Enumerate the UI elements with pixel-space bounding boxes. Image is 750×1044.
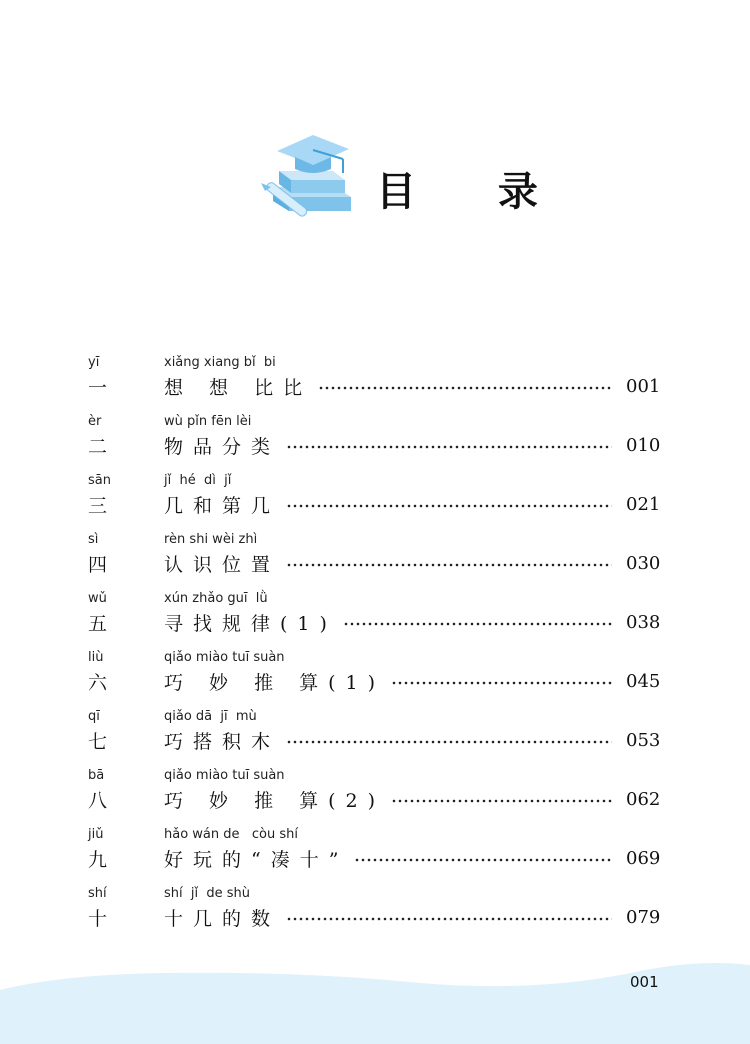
chapter-number: 五 bbox=[88, 613, 108, 635]
chapter-title-pinyin: jǐ hé dì jǐ bbox=[164, 473, 232, 488]
chapter-number-pinyin: sān bbox=[88, 473, 111, 488]
chapter-title: 寻找规律(1) bbox=[164, 612, 337, 635]
toc-header bbox=[0, 120, 750, 230]
toc-entry[interactable] bbox=[0, 414, 750, 472]
chapter-page: 079 bbox=[626, 906, 661, 928]
chapter-title: 物品分类 bbox=[164, 435, 281, 458]
leader-dots bbox=[286, 917, 612, 921]
chapter-number: 四 bbox=[88, 554, 108, 576]
chapter-number-pinyin: bā bbox=[88, 768, 105, 783]
chapter-title-pinyin: rèn shi wèi zhì bbox=[164, 532, 258, 547]
chapter-title-pinyin: qiǎo dā jī mù bbox=[164, 709, 257, 724]
chapter-number-pinyin: yī bbox=[88, 355, 100, 370]
chapter-page: 053 bbox=[626, 729, 661, 751]
chapter-number: 一 bbox=[88, 377, 108, 399]
leader-dots bbox=[391, 681, 612, 685]
toc-entry[interactable] bbox=[0, 532, 750, 590]
chapter-title-pinyin: wù pǐn fēn lèi bbox=[164, 414, 252, 429]
page-title: 目 录 bbox=[376, 169, 572, 215]
chapter-title-pinyin: xiǎng xiang bǐ bi bbox=[164, 355, 276, 370]
chapter-title-pinyin: shí jǐ de shù bbox=[164, 886, 251, 901]
chapter-number: 八 bbox=[88, 790, 108, 812]
chapter-number-pinyin: sì bbox=[88, 532, 99, 547]
chapter-number-pinyin: wǔ bbox=[88, 591, 107, 606]
page-number: 001 bbox=[630, 973, 659, 991]
chapter-title: 巧 妙 推 算(1) bbox=[164, 671, 386, 694]
chapter-title-pinyin: hǎo wán de còu shí bbox=[164, 827, 299, 842]
chapter-page: 038 bbox=[626, 611, 661, 633]
chapter-page: 030 bbox=[626, 552, 661, 574]
leader-dots bbox=[318, 386, 612, 390]
leader-dots bbox=[343, 622, 612, 626]
toc-entry[interactable] bbox=[0, 591, 750, 649]
toc-entry[interactable] bbox=[0, 886, 750, 944]
chapter-title: 巧搭积木 bbox=[164, 730, 281, 753]
chapter-title: 十几的数 bbox=[164, 907, 281, 930]
toc-entry[interactable] bbox=[0, 650, 750, 708]
chapter-number-pinyin: qī bbox=[88, 709, 100, 724]
chapter-title-pinyin: qiǎo miào tuī suàn bbox=[164, 768, 285, 783]
toc-entry[interactable] bbox=[0, 709, 750, 767]
chapter-page: 001 bbox=[626, 375, 661, 397]
leader-dots bbox=[286, 504, 612, 508]
chapter-number-pinyin: èr bbox=[88, 414, 102, 429]
chapter-number: 六 bbox=[88, 672, 108, 694]
chapter-number: 七 bbox=[88, 731, 108, 753]
toc-entry[interactable] bbox=[0, 355, 750, 413]
chapter-number-pinyin: shí bbox=[88, 886, 107, 901]
toc-entry[interactable] bbox=[0, 473, 750, 531]
chapter-title-pinyin: qiǎo miào tuī suàn bbox=[164, 650, 285, 665]
graduation-cap-books-icon bbox=[255, 125, 365, 230]
chapter-page: 021 bbox=[626, 493, 661, 515]
toc-entry[interactable] bbox=[0, 827, 750, 885]
chapter-number: 三 bbox=[88, 495, 108, 517]
chapter-page: 069 bbox=[626, 847, 661, 869]
chapter-title-pinyin: xún zhǎo guī lǜ bbox=[164, 591, 268, 606]
chapter-number: 十 bbox=[88, 908, 108, 930]
leader-dots bbox=[286, 740, 612, 744]
chapter-title: 好玩的“凑十” bbox=[164, 848, 349, 871]
chapter-page: 010 bbox=[626, 434, 661, 456]
chapter-number: 九 bbox=[88, 849, 108, 871]
footer-wave bbox=[0, 945, 750, 1044]
chapter-title: 几和第几 bbox=[164, 494, 281, 517]
chapter-title: 巧 妙 推 算(2) bbox=[164, 789, 386, 812]
chapter-number: 二 bbox=[88, 436, 108, 458]
chapter-page: 062 bbox=[626, 788, 661, 810]
toc-entry[interactable] bbox=[0, 768, 750, 826]
chapter-title: 想 想 比比 bbox=[164, 376, 313, 399]
leader-dots bbox=[391, 799, 612, 803]
chapter-number-pinyin: jiǔ bbox=[88, 827, 104, 842]
leader-dots bbox=[286, 445, 612, 449]
chapter-page: 045 bbox=[626, 670, 661, 692]
leader-dots bbox=[286, 563, 612, 567]
chapter-title: 认识位置 bbox=[164, 553, 281, 576]
leader-dots bbox=[354, 858, 612, 862]
chapter-number-pinyin: liù bbox=[88, 650, 104, 665]
